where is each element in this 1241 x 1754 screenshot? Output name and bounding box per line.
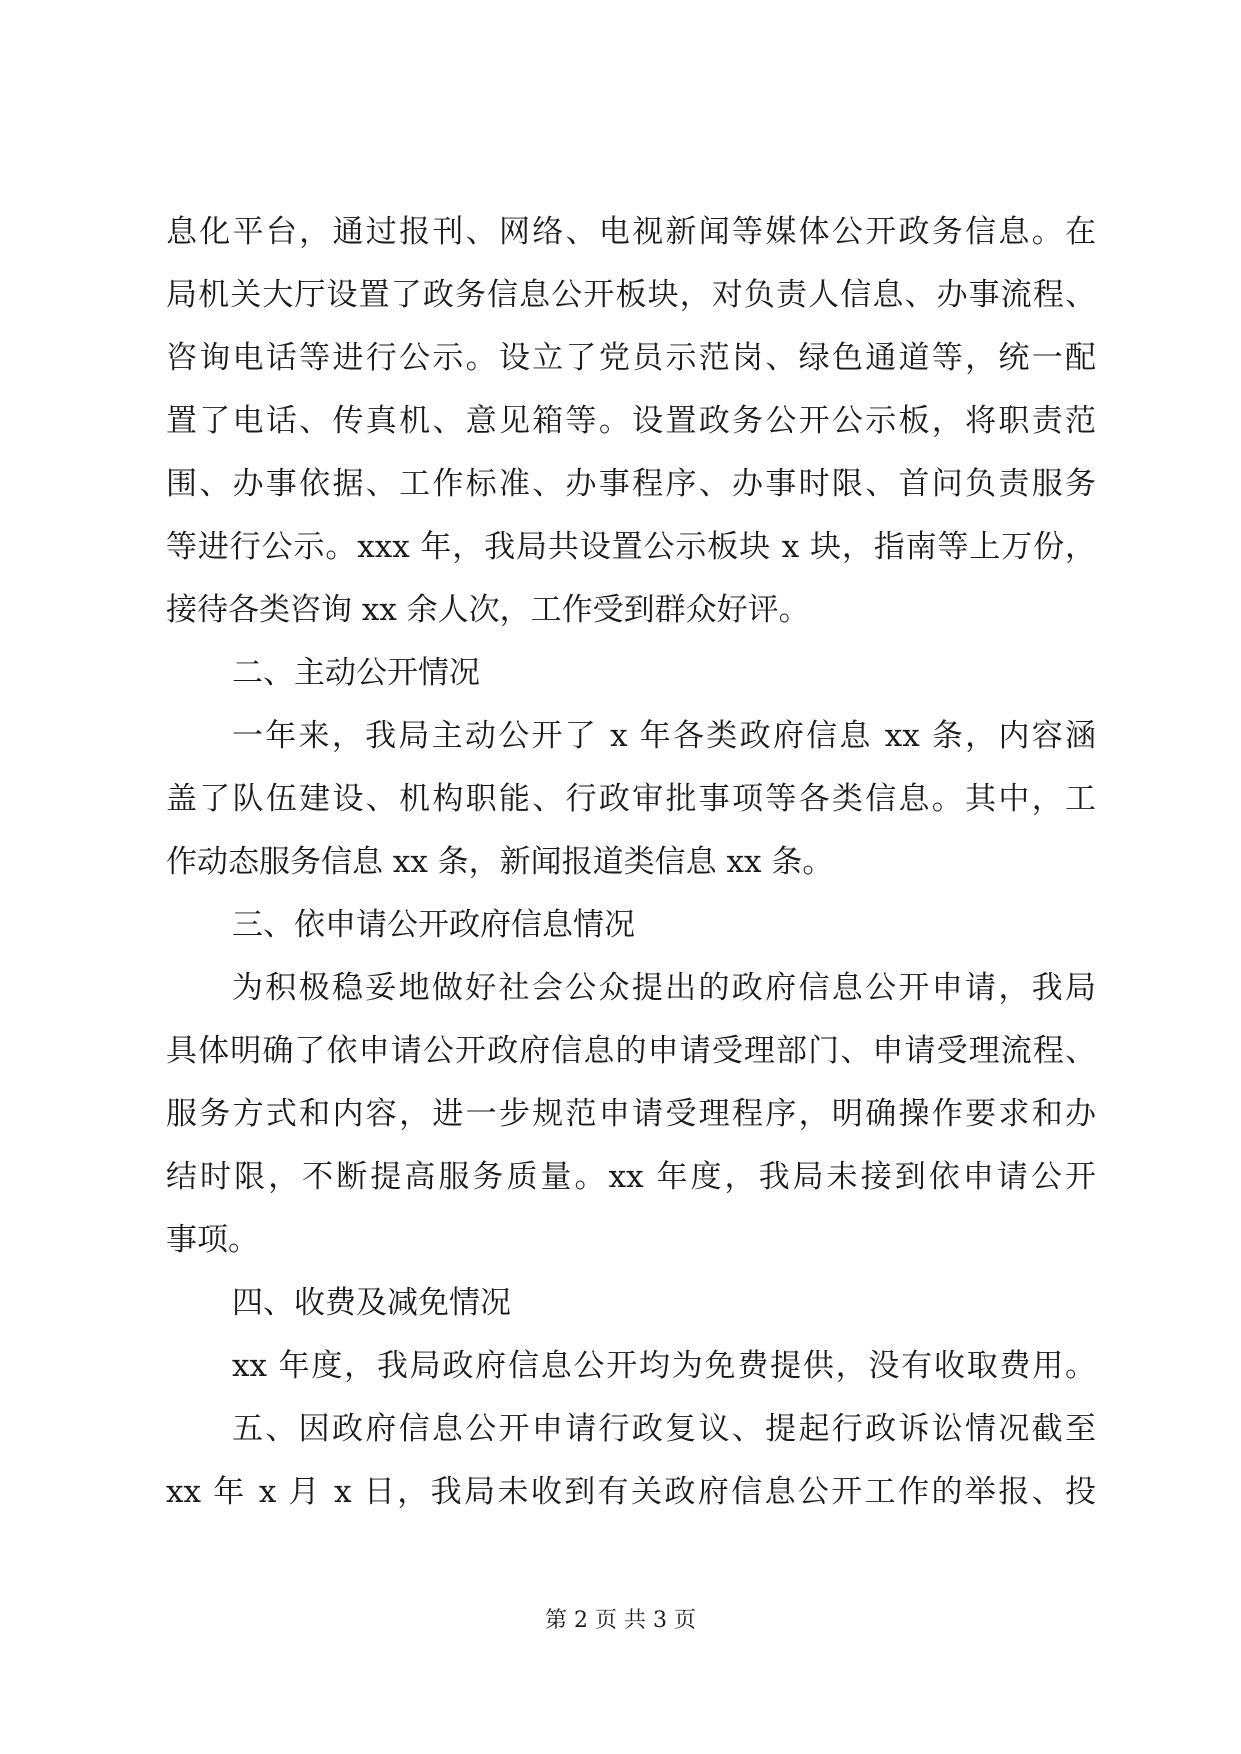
body-line-3: 咨询电话等进行公示。设立了党员示范岗、绿色通道等，统一配 bbox=[166, 340, 1096, 376]
body-line-6: 等进行公示。xxx 年，我局共设置公示板块 x 块，指南等上万份， bbox=[166, 529, 1096, 565]
page-footer: 第 2 页 共 3 页 bbox=[545, 1608, 696, 1633]
body-line-14: 具体明确了依申请公开政府信息的申请受理部门、申请受理流程、 bbox=[166, 1033, 1096, 1069]
body-line-13: 为积极稳妥地做好社会公众提出的政府信息公开申请，我局 bbox=[232, 970, 1096, 1006]
body-line-9: 一年来，我局主动公开了 x 年各类政府信息 xx 条，内容涵 bbox=[232, 718, 1096, 754]
section-heading-5: 五、因政府信息公开申请行政复议、提起行政诉讼情况截至 bbox=[232, 1411, 1096, 1447]
body-line-10: 盖了队伍建设、机构职能、行政审批事项等各类信息。其中，工 bbox=[166, 781, 1096, 817]
body-line-4: 置了电话、传真机、意见箱等。设置政务公开公示板，将职责范 bbox=[166, 403, 1096, 439]
body-line-11: 作动态服务信息 xx 条，新闻报道类信息 xx 条。 bbox=[166, 844, 834, 880]
section-heading-3: 三、依申请公开政府信息情况 bbox=[232, 907, 635, 943]
body-line-21: xx 年 x 月 x 日，我局未收到有关政府信息公开工作的举报、投 bbox=[166, 1474, 1096, 1510]
body-line-1: 息化平台，通过报刊、网络、电视新闻等媒体公开政务信息。在 bbox=[166, 214, 1096, 250]
body-line-7: 接待各类咨询 xx 余人次，工作受到群众好评。 bbox=[166, 592, 810, 628]
body-line-2: 局机关大厅设置了政务信息公开板块，对负责人信息、办事流程、 bbox=[166, 277, 1096, 313]
section-heading-2: 二、主动公开情况 bbox=[232, 655, 480, 691]
section-heading-4: 四、收费及减免情况 bbox=[232, 1285, 511, 1321]
body-line-19: xx 年度，我局政府信息公开均为免费提供，没有收取费用。 bbox=[232, 1348, 1096, 1384]
body-line-5: 围、办事依据、工作标准、办事程序、办事时限、首问负责服务 bbox=[166, 466, 1096, 502]
body-line-17: 事项。 bbox=[166, 1222, 259, 1258]
body-line-15: 服务方式和内容，进一步规范申请受理程序，明确操作要求和办 bbox=[166, 1096, 1096, 1132]
body-line-16: 结时限，不断提高服务质量。xx 年度，我局未接到依申请公开 bbox=[166, 1159, 1096, 1195]
